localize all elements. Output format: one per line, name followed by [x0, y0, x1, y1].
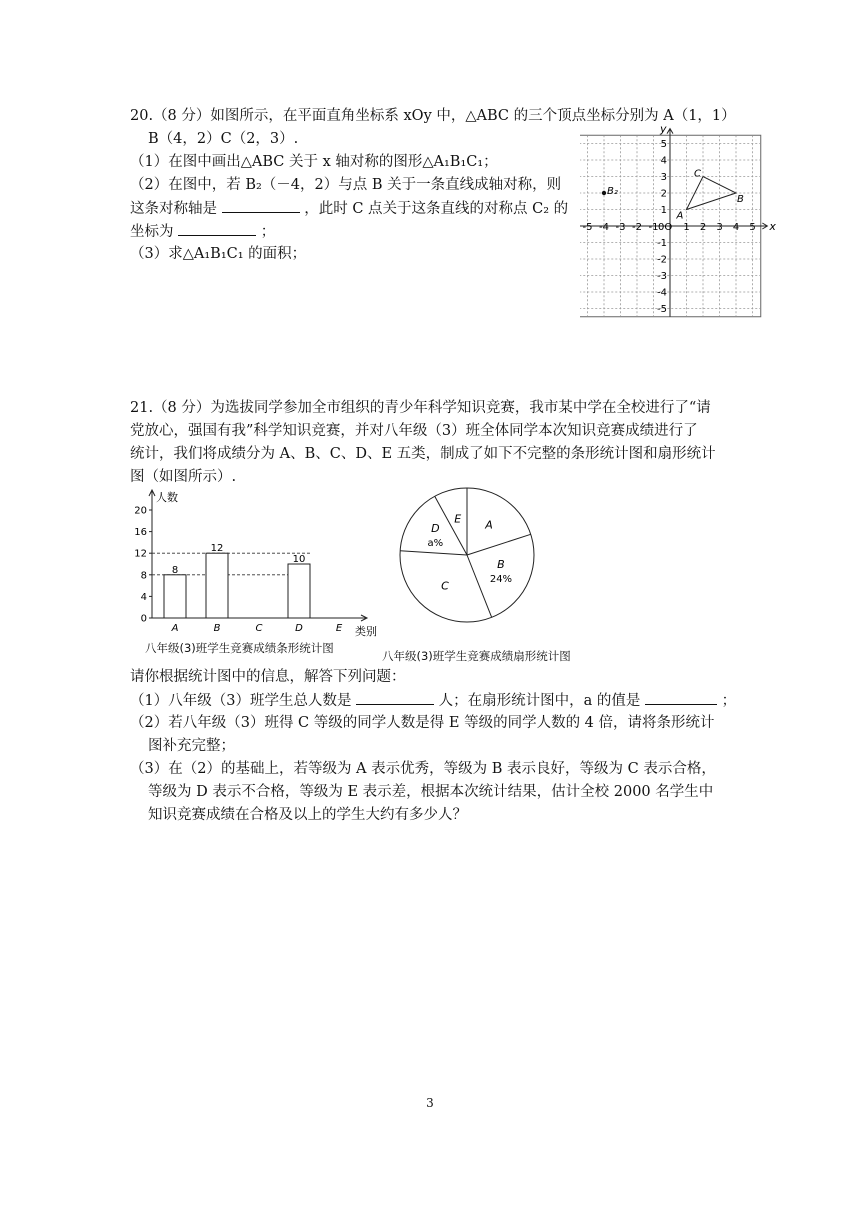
q20-axis-blank: [222, 198, 300, 213]
x-tick-label: -4: [599, 222, 609, 233]
q21-part-2: （2）若八年级（3）班得 C 等级的同学人数是得 E 等级的同学人数的 4 倍，请将条形统计: [130, 715, 715, 731]
x-tick-label: -2: [632, 222, 642, 233]
bar-b: [206, 553, 228, 618]
q20-part-2-line-2: [130, 198, 568, 219]
q21-line-3: 统计，我们将成绩分为 A、B、C、D、E 五类，制成了如下不完整的条形统计图和扇形统计: [130, 446, 716, 462]
q20-part-1: （1）在图中画出△ABC 关于 x 轴对称的图形△A₁B₁C₁；: [130, 154, 498, 170]
bar-y-tick-label: 8: [140, 570, 147, 582]
bar-y-tick-label: 0: [140, 613, 147, 625]
bar-y-tick-label: 20: [134, 505, 147, 517]
y-tick-label: -4: [657, 287, 667, 299]
x-tick-label: 3: [716, 222, 723, 233]
y-tick-label: 4: [660, 155, 667, 167]
y-tick-label: 1: [660, 205, 667, 216]
y-tick-label: 3: [660, 172, 667, 183]
q21-line-2: 党放心，强国有我”科学知识竞赛，并对八年级（3）班全体同学本次知识竞赛成绩进行了: [130, 423, 698, 439]
x-tick-label: 4: [732, 222, 740, 233]
x-tick-label: 1: [683, 222, 690, 233]
bar-category-label: B: [213, 623, 221, 634]
x-tick-label: 0O: [658, 222, 673, 233]
point-b2: [602, 191, 606, 195]
bar-d: [288, 564, 310, 618]
q21-a-prompt: 人；在扇形统计图中，a 的值是: [438, 693, 641, 709]
q21-part-3-cont-2: 知识竞赛成绩在合格及以上的学生大约有多少人？: [148, 807, 467, 823]
x-tick-label: -3: [615, 222, 626, 233]
pie-chart: [395, 483, 540, 628]
pie-label-c: C: [441, 579, 449, 593]
q21-part-1-end: ；: [721, 693, 737, 709]
coordinate-grid: [580, 125, 780, 320]
bar-a: [164, 575, 186, 618]
q20-part-3: （3）求△A₁B₁C₁ 的面积；: [130, 246, 307, 262]
bar-data-label: 8: [171, 564, 179, 576]
q21-part-3: （3）在（2）的基础上，若等级为 A 表示优秀，等级为 B 表示良好，等级为 C 表示合格，: [130, 761, 716, 777]
bar-data-label: 10: [292, 554, 306, 565]
q21-part-1: [130, 690, 736, 711]
page-number: 3: [426, 1096, 434, 1110]
bar-chart: [128, 488, 393, 640]
point-b2-label: B₂: [607, 186, 618, 197]
x-tick-label: 5: [749, 222, 756, 233]
q21-line-1: 21.（8 分）为选拔同学参加全市组织的青少年科学知识竞赛，我市某中学在全校进行了“请: [130, 400, 711, 416]
x-tick-label: 2: [699, 222, 707, 233]
bar-y-tick-label: 4: [140, 591, 147, 603]
q21-part-2-cont: 图补充完整；: [148, 738, 235, 754]
y-tick-label: 5: [660, 139, 667, 150]
bar-chart-caption: 八年级(3)班学生竞赛成绩条形统计图: [145, 641, 334, 655]
bar-y-label: 人数: [156, 491, 178, 504]
q20-coord-end: ；: [260, 224, 276, 240]
q20-line-2: B（4，2）C（2，3）.: [148, 131, 299, 147]
pie-percent-b: 24%: [489, 573, 513, 585]
q21-part-3-cont-1: 等级为 D 表示不合格，等级为 E 表示差，根据本次统计结果，估计全校 2000 名学生中: [148, 784, 714, 800]
y-axis-label: y: [660, 125, 667, 136]
bar-x-label: 类别: [355, 625, 377, 638]
bar-y-tick-label: 12: [134, 548, 147, 560]
y-tick-label: -1: [657, 238, 667, 249]
y-tick-label: -5: [657, 304, 667, 315]
pie-label-e: E: [454, 512, 462, 526]
q21-line-4: 图（如图所示）.: [130, 469, 237, 485]
point-c-label: C: [694, 168, 701, 180]
bar-category-label: C: [255, 623, 263, 634]
pie-chart-caption: 八年级(3)班学生竞赛成绩扇形统计图: [382, 649, 571, 663]
point-a-label: A: [676, 210, 684, 222]
q20-c2-prompt: ，此时 C 点关于这条直线的对称点 C₂ 的: [304, 201, 569, 217]
bar-category-label: A: [171, 623, 179, 634]
q20-axis-prompt: 这条对称轴是: [130, 201, 217, 217]
q20-coord-prompt: 坐标为: [130, 224, 174, 240]
q20-part-2-line-3: [130, 221, 275, 242]
y-tick-label: -2: [657, 254, 667, 266]
pie-label-a: A: [485, 518, 493, 532]
pie-label-d: D: [431, 521, 440, 535]
q21-a-blank: [645, 690, 717, 705]
point-b-label: B: [737, 194, 744, 205]
pie-label-b: B: [497, 557, 505, 571]
q20-line-1: 20.（8 分）如图所示，在平面直角坐标系 xOy 中，△ABC 的三个顶点坐标分别为 A（1，1）: [130, 108, 736, 124]
q20-coord-blank: [178, 221, 256, 236]
bar-y-tick-label: 16: [134, 527, 147, 539]
x-tick-label: -5: [582, 222, 593, 233]
q21-ask: 请你根据统计图中的信息，解答下列问题：: [130, 669, 406, 685]
pie-percent-d: a%: [427, 537, 444, 549]
bar-category-label: E: [335, 623, 343, 634]
q20-part-2: （2）在图中，若 B₂（－4，2）与点 B 关于一条直线成轴对称，则: [130, 177, 562, 193]
y-tick-label: -3: [657, 271, 667, 282]
q21-total-prompt: （1）八年级（3）班学生总人数是: [130, 693, 352, 709]
bar-category-label: D: [295, 623, 303, 634]
y-tick-label: 2: [660, 188, 667, 200]
x-tick-label: -1: [648, 222, 659, 233]
bar-data-label: 12: [210, 543, 224, 555]
x-axis-label: x: [769, 220, 776, 233]
q21-total-blank: [356, 690, 434, 705]
